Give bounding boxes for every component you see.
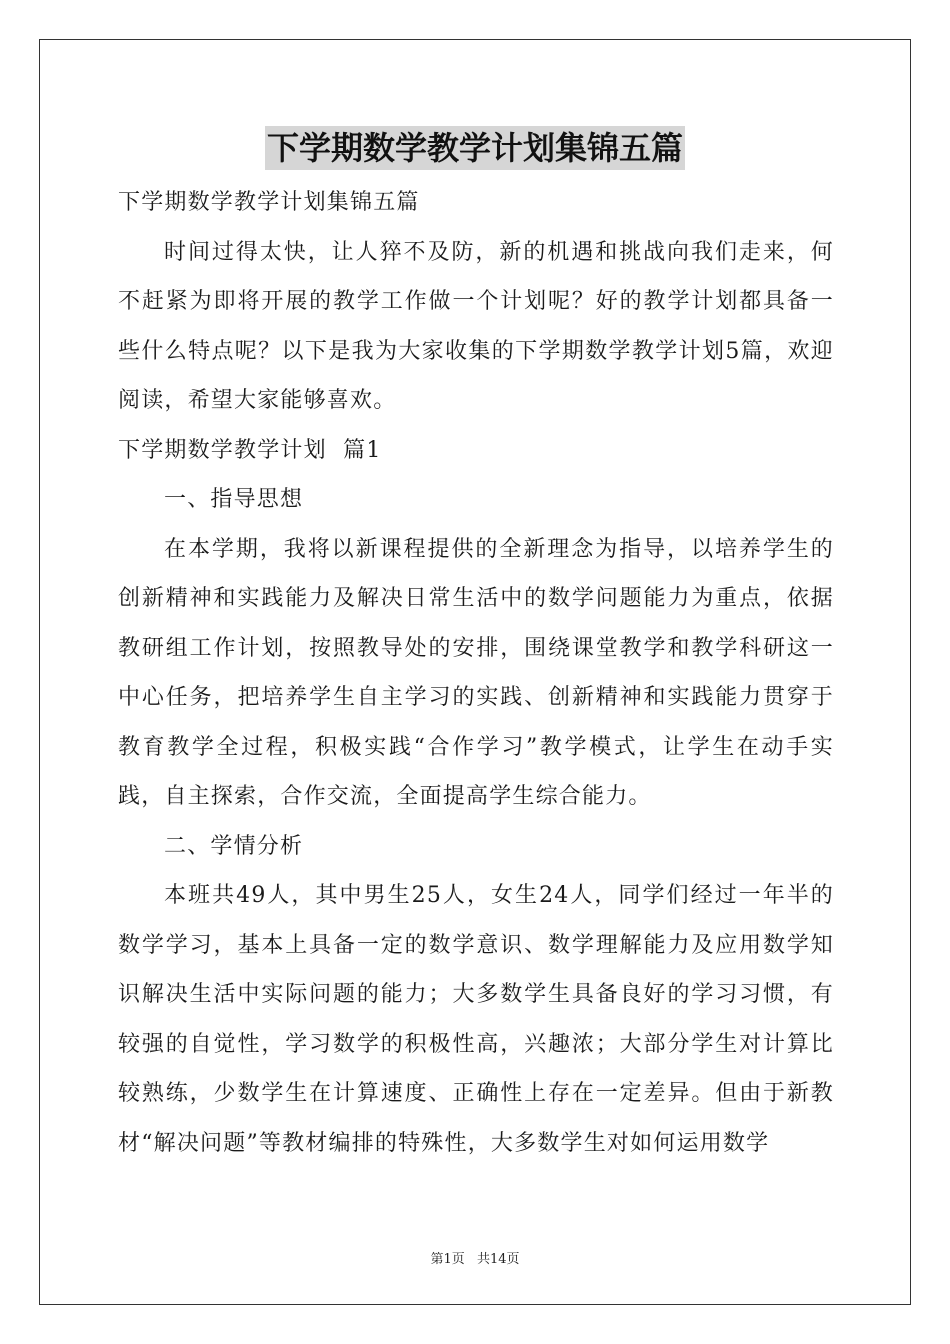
paragraph-guiding-ideology: 在本学期，我将以新课程提供的全新理念为指导，以培养学生的创新精神和实践能力及解决日常生活中的数学问题能力为重点，依据教研组工作计划，按照教导处的安排，围绕课堂教学和教学科研这一中心任务，把培养学生自主学习的实践、创新精神和实践能力贯穿于教育教学全过程，积极实践“合作学习”教学模式，让学生在动手实践，自主探索，合作交流，全面提高学生综合能力。 <box>118 536 834 809</box>
document-subtitle: 下学期数学教学计划集锦五篇 <box>118 190 420 215</box>
document-title: 下学期数学教学计划集锦五篇 <box>265 126 685 170</box>
page-footer <box>0 1248 950 1267</box>
paragraph-student-analysis: 本班共49人，其中男生25人，女生24人，同学们经过一年半的数学学习，基本上具备一定的数学意识、数学理解能力及应用数学知识解决生活中实际问题的能力；大多数学生具备良好的学习习惯，有较强的自觉性，学习数学的积极性高，兴趣浓；大部分学生对计算比较熟练，少数学生在计算速度、正确性上存在一定差异。但由于新教材“解决问题”等教材编排的特殊性，大多数学生对如何运用数学 <box>118 883 834 1156</box>
page-number: 第1页 <box>430 1252 465 1267</box>
document-body <box>118 178 834 1168</box>
page-total: 共14页 <box>476 1252 520 1267</box>
section-heading-part1: 下学期数学教学计划 篇1 <box>118 437 382 463</box>
title-container <box>0 126 950 170</box>
heading-student-analysis: 二、学情分析 <box>164 833 304 859</box>
heading-guiding-ideology: 一、指导思想 <box>164 487 304 512</box>
paragraph-intro: 时间过得太快，让人猝不及防，新的机遇和挑战向我们走来，何不赶紧为即将开展的教学工作做一个计划呢？好的教学计划都具备一些什么特点呢？以下是我为大家收集的下学期数学教学计划5篇，欢迎阅读，希望大家能够喜欢。 <box>118 239 834 413</box>
